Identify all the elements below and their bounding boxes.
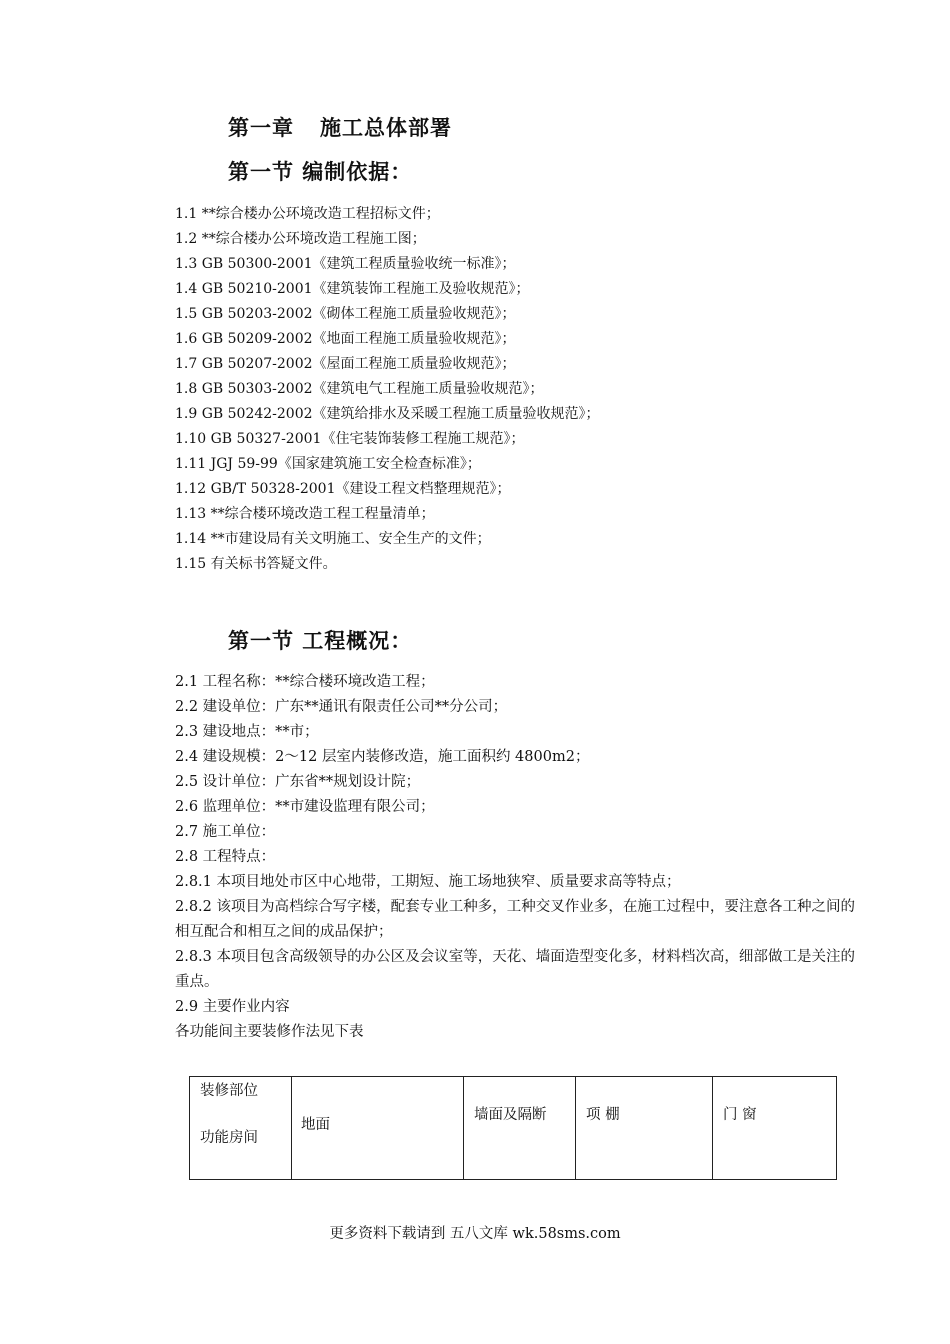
list-item: 1.5 GB 50203-2002《砌体工程施工质量验收规范》； [175, 306, 516, 322]
list-item: 2.7 施工单位： [175, 824, 276, 840]
list-item: 1.14 **市建设局有关文明施工、安全生产的文件； [175, 531, 491, 547]
list-item: 1.7 GB 50207-2002《屋面工程施工质量验收规范》； [175, 356, 516, 372]
header-door-label: 门 窗 [723, 1107, 757, 1123]
table-header-row [190, 1077, 837, 1180]
corner-cell [190, 1077, 292, 1180]
list-item: 1.13 **综合楼环境改造工程工程量清单； [175, 506, 435, 522]
list-item: 2.8.2 该项目为高档综合写字楼，配套专业工种多，工种交叉作业多，在施工过程中，要注意各工种之间的相互配合和相互之间的成品保护； [175, 899, 855, 940]
section-heading-overview: 第一节 工程概况： [228, 629, 413, 653]
list-item: 1.2 **综合楼办公环境改造工程施工图； [175, 231, 426, 247]
corner-top-label: 装修部位 [200, 1083, 258, 1099]
corner-bottom-label: 功能房间 [200, 1130, 258, 1146]
list-item: 2.6 监理单位：**市建设监理有限公司； [175, 799, 435, 815]
list-item: 2.1 工程名称：**综合楼环境改造工程； [175, 674, 435, 690]
footer-link-text: 更多资料下载请到 五八文库 wk.58sms.com [329, 1226, 621, 1242]
table-intro: 各功能间主要装修作法见下表 [175, 1024, 364, 1040]
decoration-table [189, 1076, 837, 1180]
chapter-title: 施工总体部署 [320, 116, 452, 140]
list-item: 1.11 JGJ 59-99《国家建筑施工安全检查标准》； [175, 456, 481, 472]
list-item: 2.5 设计单位：广东省**规划设计院； [175, 774, 421, 790]
header-wall [464, 1077, 576, 1180]
list-item: 1.15 有关标书答疑文件。 [175, 556, 337, 572]
list-item: 2.4 建设规模：2～12 层室内装修改造，施工面积约 4800m2； [175, 749, 590, 765]
header-ceiling [576, 1077, 713, 1180]
header-door [713, 1077, 837, 1180]
list-item: 1.9 GB 50242-2002《建筑给排水及采暖工程施工质量验收规范》； [175, 406, 600, 422]
list-item: 1.10 GB 50327-2001《住宅装饰装修工程施工规范》； [175, 431, 525, 447]
list-item: 2.8.1 本项目地处市区中心地带，工期短、施工场地狭窄、质量要求高等特点； [175, 874, 681, 890]
header-wall-label: 墙面及隔断 [474, 1107, 547, 1123]
list-item: 2.8 工程特点： [175, 849, 276, 865]
list-item: 1.4 GB 50210-2001《建筑装饰工程施工及验收规范》； [175, 281, 530, 297]
list-item: 1.6 GB 50209-2002《地面工程施工质量验收规范》； [175, 331, 516, 347]
list-item: 2.8.3 本项目包含高级领导的办公区及会议室等，天花、墙面造型变化多，材料档次高，细部做工是关注的重点。 [175, 949, 855, 990]
section-heading-basis: 第一节 编制依据： [228, 160, 413, 184]
list-item: 1.12 GB/T 50328-2001《建设工程文档整理规范》； [175, 481, 511, 497]
list-item: 2.9 主要作业内容 [175, 999, 290, 1015]
list-item: 1.8 GB 50303-2002《建筑电气工程施工质量验收规范》； [175, 381, 544, 397]
list-item: 1.1 **综合楼办公环境改造工程招标文件； [175, 206, 440, 222]
header-floor-label: 地面 [301, 1117, 330, 1133]
list-item: 1.3 GB 50300-2001《建筑工程质量验收统一标准》； [175, 256, 516, 272]
header-floor [292, 1077, 464, 1180]
header-ceiling-label: 项 棚 [586, 1107, 620, 1123]
basis-list [175, 202, 855, 577]
chapter-number: 第一章 [228, 116, 294, 140]
list-item: 2.3 建设地点：**市； [175, 724, 319, 740]
chapter-heading [228, 112, 452, 142]
overview-list [175, 670, 855, 1045]
list-item: 2.2 建设单位：广东**通讯有限责任公司**分公司； [175, 699, 508, 715]
